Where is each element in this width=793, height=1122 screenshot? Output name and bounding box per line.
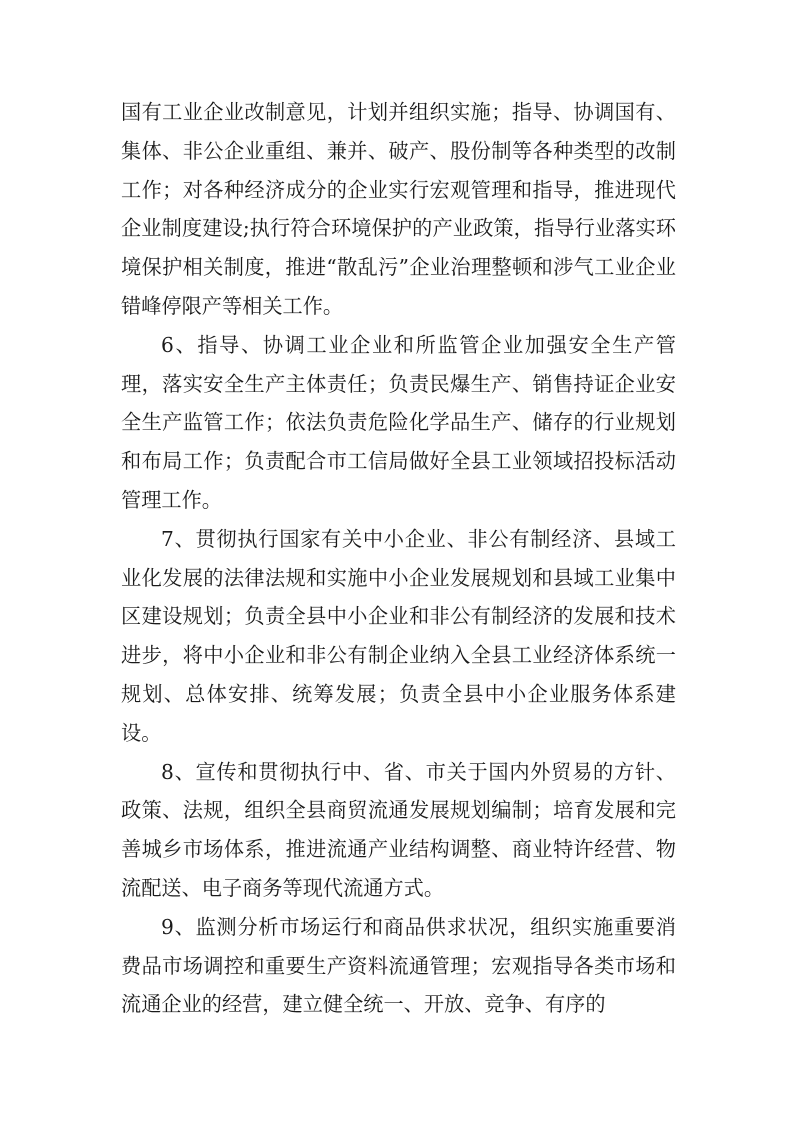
- paragraph-item-8: 8、宣传和贯彻执行中、省、市关于国内外贸易的方针、政策、法规，组织全县商贸流通发展规划编制；培育发展和完善城乡市场体系，推进流通产业结构调整、商业特许经营、物流配送、电子商务等现代流通方式。: [121, 759, 676, 900]
- document-body: [121, 93, 676, 1024]
- paragraph-item-6: 6、指导、协调工业企业和所监管企业加强安全生产管理，落实安全生产主体责任；负责民爆生产、销售持证企业安全生产监管工作；依法负责危险化学品生产、储存的行业规划和布局工作；负责配合市工信局做好全县工业领域招投标活动管理工作。: [121, 332, 676, 512]
- paragraph-item-9: 9、监测分析市场运行和商品供求状况，组织实施重要消费品市场调控和重要生产资料流通管理；宏观指导各类市场和流通企业的经营，建立健全统一、开放、竞争、有序的: [121, 914, 676, 1017]
- paragraph-continuation: 国有工业企业改制意见，计划并组织实施；指导、协调国有、集体、非公企业重组、兼并、破产、股份制等各种类型的改制工作；对各种经济成分的企业实行宏观管理和指导，推进现代企业制度建设;执行符合环境保护的产业政策，指导行业落实环境保护相关制度，推进“散乱污”企业治理整顿和涉气工业企业错峰停限产等相关工作。: [121, 100, 676, 318]
- paragraph-item-7: 7、贯彻执行国家有关中小企业、非公有制经济、县域工业化发展的法律法规和实施中小企业发展规划和县域工业集中区建设规划；负责全县中小企业和非公有制经济的发展和技术进步，将中小企业和非公有制企业纳入全县工业经济体系统一规划、总体安排、统筹发展；负责全县中小企业服务体系建设。: [121, 526, 676, 745]
